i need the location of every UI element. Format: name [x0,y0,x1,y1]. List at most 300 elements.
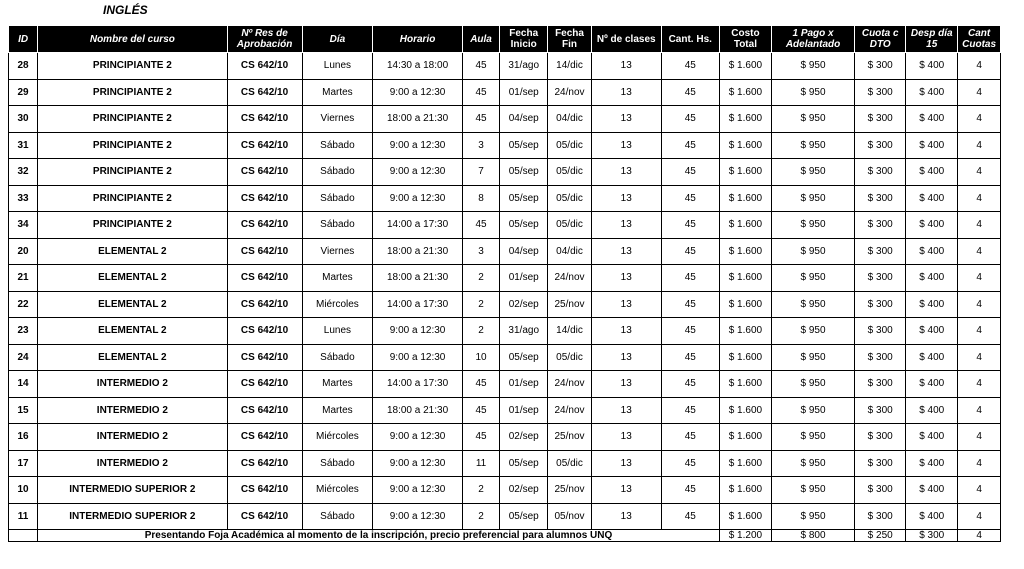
table-row [9,503,1001,530]
cell-start: 05/sep [500,344,548,371]
cell-total: $ 1.600 [719,106,771,133]
cell-installments: 4 [958,344,1001,371]
cell-installments: 4 [958,132,1001,159]
table-row [9,106,1001,133]
cell-room: 3 [462,238,499,265]
cell-resolution: CS 642/10 [227,185,302,212]
cell-room: 7 [462,159,499,186]
cell-schedule: 9:00 a 12:30 [373,477,463,504]
cell-start: 01/sep [500,371,548,398]
cell-total: $ 1.600 [719,265,771,292]
cell-after15: $ 400 [906,132,958,159]
header-id: ID [9,26,38,53]
cell-hours: 45 [661,477,719,504]
cell-advance: $ 950 [771,450,854,477]
cell-schedule: 18:00 a 21:30 [373,265,463,292]
cell-end: 24/nov [548,79,592,106]
cell-resolution: CS 642/10 [227,79,302,106]
cell-start: 05/sep [500,185,548,212]
cell-after15: $ 400 [906,450,958,477]
cell-day: Viernes [302,238,373,265]
cell-resolution: CS 642/10 [227,212,302,239]
header-installments: Cant Cuotas [958,26,1001,53]
cell-schedule: 14:00 a 17:30 [373,212,463,239]
cell-advance: $ 950 [771,212,854,239]
cell-advance: $ 950 [771,344,854,371]
cell-schedule: 9:00 a 12:30 [373,424,463,451]
cell-day: Miércoles [302,291,373,318]
cell-installments: 4 [958,477,1001,504]
cell-discount: $ 300 [855,291,906,318]
cell-total: $ 1.600 [719,132,771,159]
cell-schedule: 9:00 a 12:30 [373,503,463,530]
cell-hours: 45 [661,106,719,133]
cell-room: 10 [462,344,499,371]
cell-resolution: CS 642/10 [227,318,302,345]
table-row [9,291,1001,318]
cell-schedule: 9:00 a 12:30 [373,344,463,371]
cell-room: 45 [462,424,499,451]
footer-installments: 4 [958,530,1001,542]
cell-id: 17 [9,450,38,477]
cell-installments: 4 [958,371,1001,398]
cell-room: 11 [462,450,499,477]
header-day: Día [302,26,373,53]
cell-course: PRINCIPIANTE 2 [38,53,227,80]
cell-room: 8 [462,185,499,212]
cell-end: 14/dic [548,318,592,345]
cell-start: 02/sep [500,291,548,318]
header-room: Aula [462,26,499,53]
cell-schedule: 18:00 a 21:30 [373,106,463,133]
cell-after15: $ 400 [906,106,958,133]
cell-id: 33 [9,185,38,212]
cell-after15: $ 400 [906,503,958,530]
cell-resolution: CS 642/10 [227,344,302,371]
cell-total: $ 1.600 [719,450,771,477]
cell-discount: $ 300 [855,79,906,106]
cell-day: Sábado [302,344,373,371]
table-row [9,397,1001,424]
cell-day: Martes [302,79,373,106]
footer-blank [9,530,38,542]
cell-start: 01/sep [500,79,548,106]
cell-hours: 45 [661,344,719,371]
header-course: Nombre del curso [38,26,227,53]
cell-classes: 13 [591,265,661,292]
cell-advance: $ 950 [771,238,854,265]
header-resolution: Nº Res de Aprobación [227,26,302,53]
cell-id: 16 [9,424,38,451]
cell-course: PRINCIPIANTE 2 [38,185,227,212]
cell-hours: 45 [661,159,719,186]
table-row [9,238,1001,265]
cell-schedule: 9:00 a 12:30 [373,79,463,106]
table-row [9,265,1001,292]
cell-advance: $ 950 [771,79,854,106]
cell-end: 14/dic [548,53,592,80]
header-total: Costo Total [719,26,771,53]
cell-resolution: CS 642/10 [227,159,302,186]
cell-installments: 4 [958,397,1001,424]
cell-after15: $ 400 [906,238,958,265]
cell-classes: 13 [591,159,661,186]
cell-total: $ 1.600 [719,185,771,212]
cell-resolution: CS 642/10 [227,397,302,424]
cell-start: 05/sep [500,503,548,530]
cell-advance: $ 950 [771,185,854,212]
footer-total: $ 1.200 [719,530,771,542]
cell-classes: 13 [591,503,661,530]
cell-hours: 45 [661,53,719,80]
table-row [9,159,1001,186]
cell-start: 02/sep [500,477,548,504]
cell-classes: 13 [591,371,661,398]
cell-end: 24/nov [548,371,592,398]
cell-room: 2 [462,265,499,292]
cell-day: Lunes [302,318,373,345]
cell-after15: $ 400 [906,185,958,212]
cell-room: 45 [462,397,499,424]
cell-installments: 4 [958,185,1001,212]
cell-id: 15 [9,397,38,424]
table-row [9,424,1001,451]
course-schedule-table [8,25,1001,542]
cell-course: PRINCIPIANTE 2 [38,106,227,133]
cell-day: Sábado [302,185,373,212]
cell-resolution: CS 642/10 [227,291,302,318]
cell-id: 14 [9,371,38,398]
table-row [9,79,1001,106]
cell-after15: $ 400 [906,79,958,106]
cell-hours: 45 [661,291,719,318]
cell-total: $ 1.600 [719,238,771,265]
cell-end: 05/dic [548,159,592,186]
cell-installments: 4 [958,291,1001,318]
cell-installments: 4 [958,212,1001,239]
cell-schedule: 9:00 a 12:30 [373,159,463,186]
cell-hours: 45 [661,371,719,398]
cell-total: $ 1.600 [719,344,771,371]
cell-start: 05/sep [500,159,548,186]
cell-start: 02/sep [500,424,548,451]
footer-advance: $ 800 [771,530,854,542]
cell-id: 21 [9,265,38,292]
cell-classes: 13 [591,185,661,212]
cell-advance: $ 950 [771,106,854,133]
cell-day: Sábado [302,450,373,477]
cell-discount: $ 300 [855,185,906,212]
cell-after15: $ 400 [906,344,958,371]
cell-schedule: 9:00 a 12:30 [373,132,463,159]
cell-classes: 13 [591,238,661,265]
cell-discount: $ 300 [855,265,906,292]
cell-day: Miércoles [302,477,373,504]
cell-installments: 4 [958,79,1001,106]
cell-after15: $ 400 [906,477,958,504]
cell-hours: 45 [661,212,719,239]
cell-discount: $ 300 [855,53,906,80]
cell-discount: $ 300 [855,344,906,371]
cell-schedule: 14:00 a 17:30 [373,371,463,398]
cell-end: 05/dic [548,450,592,477]
cell-advance: $ 950 [771,424,854,451]
cell-course: ELEMENTAL 2 [38,291,227,318]
cell-resolution: CS 642/10 [227,371,302,398]
cell-advance: $ 950 [771,265,854,292]
cell-discount: $ 300 [855,371,906,398]
cell-id: 24 [9,344,38,371]
cell-discount: $ 300 [855,132,906,159]
cell-end: 05/dic [548,185,592,212]
cell-total: $ 1.600 [719,397,771,424]
cell-resolution: CS 642/10 [227,106,302,133]
cell-classes: 13 [591,450,661,477]
cell-day: Lunes [302,53,373,80]
footer-row [9,530,1001,542]
cell-room: 45 [462,212,499,239]
cell-day: Martes [302,265,373,292]
cell-after15: $ 400 [906,318,958,345]
cell-room: 45 [462,79,499,106]
cell-course: INTERMEDIO 2 [38,450,227,477]
cell-day: Sábado [302,159,373,186]
cell-end: 25/nov [548,424,592,451]
cell-after15: $ 400 [906,159,958,186]
cell-total: $ 1.600 [719,53,771,80]
cell-discount: $ 300 [855,106,906,133]
cell-start: 31/ago [500,53,548,80]
cell-advance: $ 950 [771,371,854,398]
cell-resolution: CS 642/10 [227,132,302,159]
cell-hours: 45 [661,503,719,530]
cell-installments: 4 [958,238,1001,265]
cell-course: INTERMEDIO SUPERIOR 2 [38,477,227,504]
cell-course: INTERMEDIO 2 [38,397,227,424]
cell-classes: 13 [591,344,661,371]
cell-course: ELEMENTAL 2 [38,344,227,371]
cell-advance: $ 950 [771,53,854,80]
cell-classes: 13 [591,477,661,504]
cell-discount: $ 300 [855,450,906,477]
cell-room: 2 [462,477,499,504]
cell-after15: $ 400 [906,397,958,424]
cell-day: Martes [302,397,373,424]
cell-course: INTERMEDIO 2 [38,371,227,398]
header-row [9,26,1001,53]
table-row [9,318,1001,345]
cell-resolution: CS 642/10 [227,238,302,265]
cell-end: 05/dic [548,132,592,159]
cell-id: 29 [9,79,38,106]
cell-total: $ 1.600 [719,79,771,106]
cell-schedule: 9:00 a 12:30 [373,450,463,477]
cell-schedule: 14:30 a 18:00 [373,53,463,80]
cell-end: 25/nov [548,291,592,318]
cell-id: 31 [9,132,38,159]
cell-total: $ 1.600 [719,424,771,451]
cell-classes: 13 [591,397,661,424]
section-title: INGLÉS [103,3,148,17]
cell-hours: 45 [661,318,719,345]
cell-installments: 4 [958,503,1001,530]
cell-classes: 13 [591,318,661,345]
cell-installments: 4 [958,159,1001,186]
cell-id: 32 [9,159,38,186]
cell-course: ELEMENTAL 2 [38,238,227,265]
cell-schedule: 18:00 a 21:30 [373,397,463,424]
cell-day: Viernes [302,106,373,133]
cell-discount: $ 300 [855,424,906,451]
table-row [9,53,1001,80]
cell-course: INTERMEDIO SUPERIOR 2 [38,503,227,530]
cell-hours: 45 [661,79,719,106]
cell-day: Sábado [302,132,373,159]
cell-total: $ 1.600 [719,477,771,504]
cell-discount: $ 300 [855,212,906,239]
cell-hours: 45 [661,132,719,159]
cell-hours: 45 [661,185,719,212]
cell-id: 11 [9,503,38,530]
cell-course: PRINCIPIANTE 2 [38,212,227,239]
cell-start: 05/sep [500,450,548,477]
cell-classes: 13 [591,132,661,159]
cell-total: $ 1.600 [719,503,771,530]
cell-id: 28 [9,53,38,80]
cell-resolution: CS 642/10 [227,265,302,292]
header-hours: Cant. Hs. [661,26,719,53]
cell-advance: $ 950 [771,159,854,186]
cell-start: 05/sep [500,132,548,159]
cell-hours: 45 [661,265,719,292]
cell-day: Sábado [302,212,373,239]
cell-day: Sábado [302,503,373,530]
cell-after15: $ 400 [906,265,958,292]
cell-total: $ 1.600 [719,291,771,318]
cell-classes: 13 [591,53,661,80]
cell-schedule: 9:00 a 12:30 [373,185,463,212]
cell-discount: $ 300 [855,397,906,424]
table-row [9,185,1001,212]
cell-installments: 4 [958,265,1001,292]
cell-room: 2 [462,318,499,345]
cell-end: 04/dic [548,106,592,133]
cell-id: 20 [9,238,38,265]
header-end: Fecha Fin [548,26,592,53]
cell-room: 45 [462,106,499,133]
cell-total: $ 1.600 [719,212,771,239]
table-row [9,371,1001,398]
cell-after15: $ 400 [906,212,958,239]
cell-discount: $ 300 [855,503,906,530]
cell-course: PRINCIPIANTE 2 [38,159,227,186]
cell-start: 31/ago [500,318,548,345]
cell-id: 22 [9,291,38,318]
cell-discount: $ 300 [855,159,906,186]
table-row [9,132,1001,159]
cell-classes: 13 [591,291,661,318]
cell-start: 01/sep [500,265,548,292]
header-schedule: Horario [373,26,463,53]
header-classes: Nº de clases [591,26,661,53]
cell-id: 10 [9,477,38,504]
header-discount: Cuota c DTO [855,26,906,53]
cell-classes: 13 [591,424,661,451]
cell-end: 05/dic [548,344,592,371]
cell-installments: 4 [958,106,1001,133]
cell-hours: 45 [661,397,719,424]
cell-room: 45 [462,371,499,398]
cell-total: $ 1.600 [719,159,771,186]
cell-end: 05/nov [548,503,592,530]
cell-course: PRINCIPIANTE 2 [38,132,227,159]
cell-total: $ 1.600 [719,318,771,345]
cell-hours: 45 [661,238,719,265]
cell-course: INTERMEDIO 2 [38,424,227,451]
cell-installments: 4 [958,450,1001,477]
cell-resolution: CS 642/10 [227,450,302,477]
cell-advance: $ 950 [771,397,854,424]
table-row [9,212,1001,239]
cell-discount: $ 300 [855,477,906,504]
cell-course: PRINCIPIANTE 2 [38,79,227,106]
cell-after15: $ 400 [906,424,958,451]
cell-total: $ 1.600 [719,371,771,398]
cell-day: Miércoles [302,424,373,451]
cell-advance: $ 950 [771,318,854,345]
cell-after15: $ 400 [906,53,958,80]
header-advance: 1 Pago x Adelantado [771,26,854,53]
cell-advance: $ 950 [771,477,854,504]
cell-schedule: 9:00 a 12:30 [373,318,463,345]
cell-end: 05/dic [548,212,592,239]
cell-advance: $ 950 [771,132,854,159]
footer-note: Presentando Foja Académica al momento de la inscripción, precio preferencial para alumnos UNQ [38,530,720,542]
footer-discount: $ 250 [855,530,906,542]
cell-discount: $ 300 [855,318,906,345]
cell-start: 01/sep [500,397,548,424]
cell-room: 45 [462,53,499,80]
cell-classes: 13 [591,79,661,106]
cell-advance: $ 950 [771,503,854,530]
cell-course: ELEMENTAL 2 [38,318,227,345]
cell-after15: $ 400 [906,291,958,318]
cell-installments: 4 [958,53,1001,80]
cell-id: 30 [9,106,38,133]
cell-room: 2 [462,291,499,318]
cell-schedule: 14:00 a 17:30 [373,291,463,318]
cell-resolution: CS 642/10 [227,424,302,451]
cell-start: 04/sep [500,238,548,265]
cell-discount: $ 300 [855,238,906,265]
cell-classes: 13 [591,212,661,239]
cell-start: 04/sep [500,106,548,133]
cell-course: ELEMENTAL 2 [38,265,227,292]
header-after15: Desp día 15 [906,26,958,53]
cell-id: 34 [9,212,38,239]
cell-room: 2 [462,503,499,530]
table-row [9,450,1001,477]
header-start: Fecha Inicio [500,26,548,53]
cell-hours: 45 [661,424,719,451]
table-row [9,344,1001,371]
cell-advance: $ 950 [771,291,854,318]
cell-end: 25/nov [548,477,592,504]
cell-classes: 13 [591,106,661,133]
cell-resolution: CS 642/10 [227,53,302,80]
cell-id: 23 [9,318,38,345]
cell-end: 04/dic [548,238,592,265]
